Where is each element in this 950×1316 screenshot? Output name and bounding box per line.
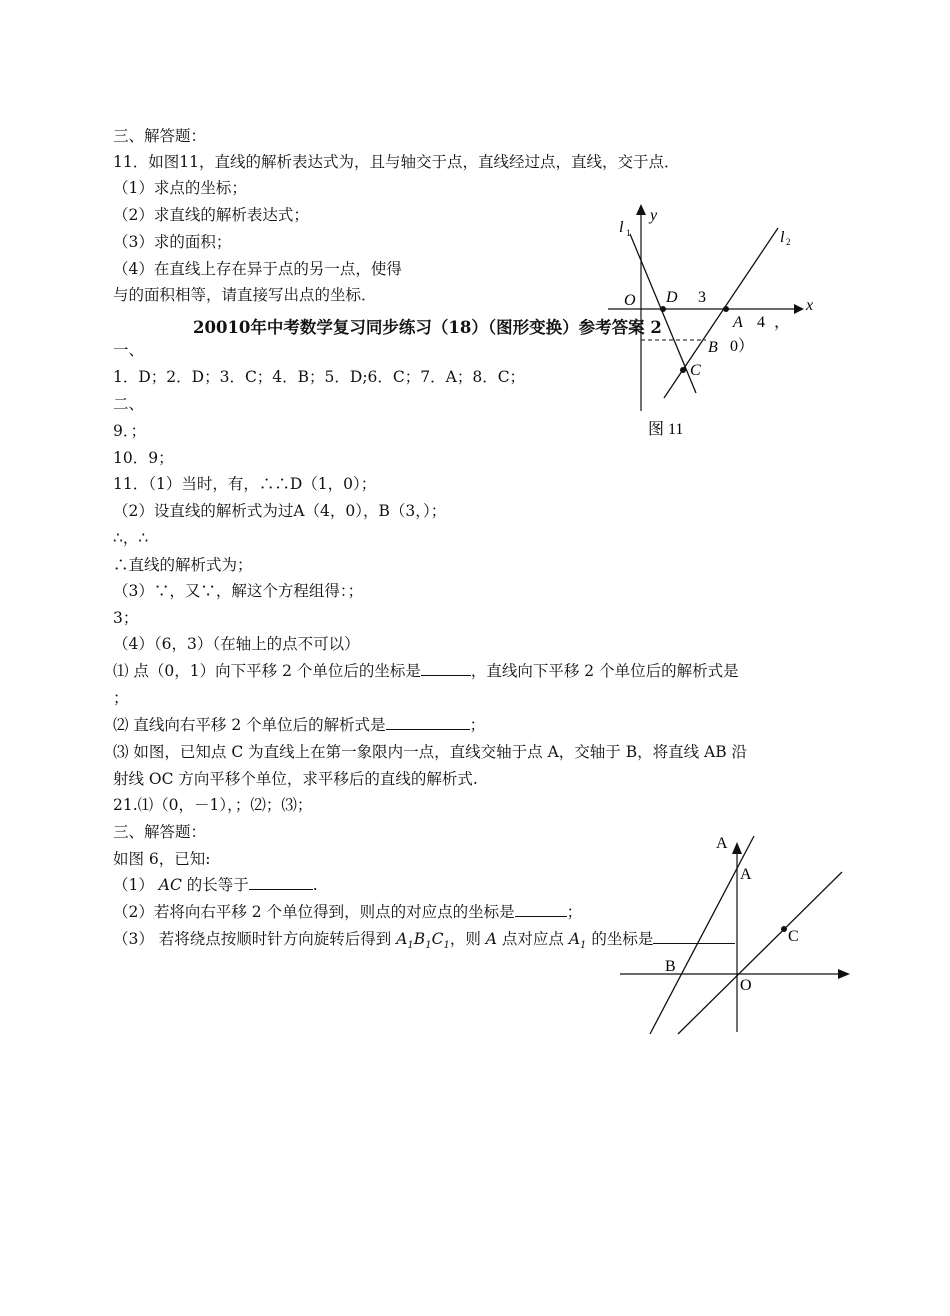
- blank-line: [249, 875, 313, 890]
- answer-11-4: （4）（6，3）（在轴上的点不可以）: [113, 635, 360, 653]
- extra-problem-3: ⑶ 如图，已知点 C 为直线上在第一象限内一点，直线交轴于点 A，交轴于 B，将直线 AB 沿: [113, 743, 748, 761]
- label-y: y: [650, 207, 658, 224]
- figure-6: [610, 828, 850, 1038]
- answer-11-2: （2）设直线的解析式为过A（4，0），B（3，）；: [113, 502, 447, 520]
- y-axis-arrow-icon: [732, 842, 742, 854]
- q3-prefix: （3） 若将绕点按顺时针方向旋转后得到: [113, 930, 397, 948]
- q1-var: AC: [158, 876, 182, 894]
- answer-9: 9．；: [113, 422, 147, 440]
- label-l1: l: [619, 219, 624, 236]
- answer-title: 20010年中考数学复习同步练习（18）（图形变换）参考答案 2: [193, 318, 662, 337]
- label-x: x: [806, 297, 814, 314]
- answer-11-therefore: ∴，∴: [113, 529, 149, 547]
- extra-problem-2: [113, 715, 485, 735]
- label-zero: 0）: [730, 338, 755, 355]
- answer-section-2: 二、: [113, 395, 145, 413]
- label-l1-sub: 1: [626, 228, 631, 238]
- figure6-question-1: [113, 875, 318, 895]
- line-ab: [650, 836, 754, 1034]
- label-l2-sub: 2: [786, 237, 791, 247]
- label-origin: O: [624, 292, 636, 309]
- extra-problem-1-text: ⑴ 点（0，1）向下平移 2 个单位后的坐标是: [113, 662, 421, 680]
- answer-10: 10．9；: [113, 449, 174, 467]
- line-l1: [630, 234, 696, 393]
- section-heading-2: 三、解答题：: [113, 823, 207, 841]
- answer-choices: 1．D；2．D；3．C；4．B；5．D;6．C；7．A；8．C；: [113, 368, 526, 386]
- label-o: O: [740, 977, 752, 994]
- answer-21: 21.⑴（0，－1），；⑵；⑶；: [113, 796, 313, 814]
- q1-end: .: [312, 876, 318, 894]
- label-comma: ，: [774, 314, 791, 331]
- label-a: A: [740, 866, 752, 883]
- x-axis-arrow-icon: [794, 304, 804, 314]
- figure-11-caption: 图 11: [648, 421, 684, 438]
- point-a: [723, 306, 729, 312]
- q3-mid2: 点对应点: [496, 930, 569, 948]
- label-c: C: [788, 928, 799, 945]
- label-y-axis-a: A: [716, 835, 728, 852]
- figure6-question-2: [113, 902, 582, 922]
- extra-problem-2-text: ⑵ 直线向右平移 2 个单位后的解析式是: [113, 716, 386, 734]
- label-c: C: [690, 362, 701, 379]
- figure6-intro: 如图 6，已知:: [113, 850, 211, 868]
- answer-section-1: 一、: [113, 341, 145, 359]
- label-a: A: [733, 314, 743, 331]
- extra-problem-1-text-b: ，直线向下平移 2 个单位后的解析式是: [470, 662, 739, 680]
- extra-problem-3-cont: 射线 OC 方向平移个单位，求平移后的直线的解析式.: [113, 770, 478, 788]
- label-b: B: [708, 339, 718, 356]
- q3-point-a1: $A_1$: [568, 930, 587, 952]
- answer-11-3b: 3；: [113, 609, 139, 627]
- point-d: [660, 306, 666, 312]
- figure-11: [600, 195, 830, 445]
- q3-suffix: 的坐标是: [586, 930, 654, 948]
- q3-mid: ，则: [449, 930, 486, 948]
- question-11-part4-cont: 与的面积相等，请直接写出点的坐标．: [113, 286, 377, 304]
- question-11-part1: （1）求点的坐标；: [113, 179, 247, 197]
- line-oc: [678, 872, 842, 1034]
- point-c: [781, 926, 787, 932]
- question-11-part4: （4）在直线上存在异于点的另一点，使得: [113, 260, 402, 278]
- q2-end: ；: [566, 903, 583, 921]
- extra-problem-1: [113, 661, 739, 681]
- q1-prefix: （1）: [113, 876, 159, 894]
- y-axis-arrow-icon: [636, 204, 646, 215]
- extra-problem-1-end: ；: [113, 689, 129, 707]
- line-l2: [664, 228, 778, 398]
- q3-point-a: A: [485, 930, 497, 948]
- q2-text: （2）若将向右平移 2 个单位得到，则点的对应点的坐标是: [113, 903, 515, 921]
- blank-line: [421, 661, 471, 676]
- q1-suffix: 的长等于: [181, 876, 249, 894]
- question-11-part3: （3）求的面积；: [113, 233, 232, 251]
- question-11: 11．如图11，直线的解析表达式为，且与轴交于点，直线经过点，直线，交于点．: [113, 153, 680, 171]
- question-11-part2: （2）求直线的解析表达式；: [113, 206, 309, 224]
- section-heading: 三、解答题：: [113, 127, 207, 145]
- answer-11-result: ∴直线的解析式为；: [113, 556, 253, 574]
- label-d: D: [666, 289, 678, 306]
- extra-problem-2-end: ；: [469, 716, 486, 734]
- blank-line: [386, 715, 470, 730]
- q3-triangle: $A_1B_1C_1$: [396, 930, 450, 952]
- answer-11-1: 11．（1）当时，有，∴∴D（1，0）；: [113, 475, 377, 493]
- label-b: B: [665, 958, 676, 975]
- blank-line: [515, 902, 567, 917]
- answer-11-3: （3）∵，又∵，解这个方程组得：；: [113, 582, 364, 600]
- point-c: [680, 367, 686, 373]
- label-l2: l: [780, 229, 785, 246]
- x-axis-arrow-icon: [838, 969, 850, 979]
- label-three: 3: [698, 289, 706, 306]
- label-four: 4: [757, 314, 765, 331]
